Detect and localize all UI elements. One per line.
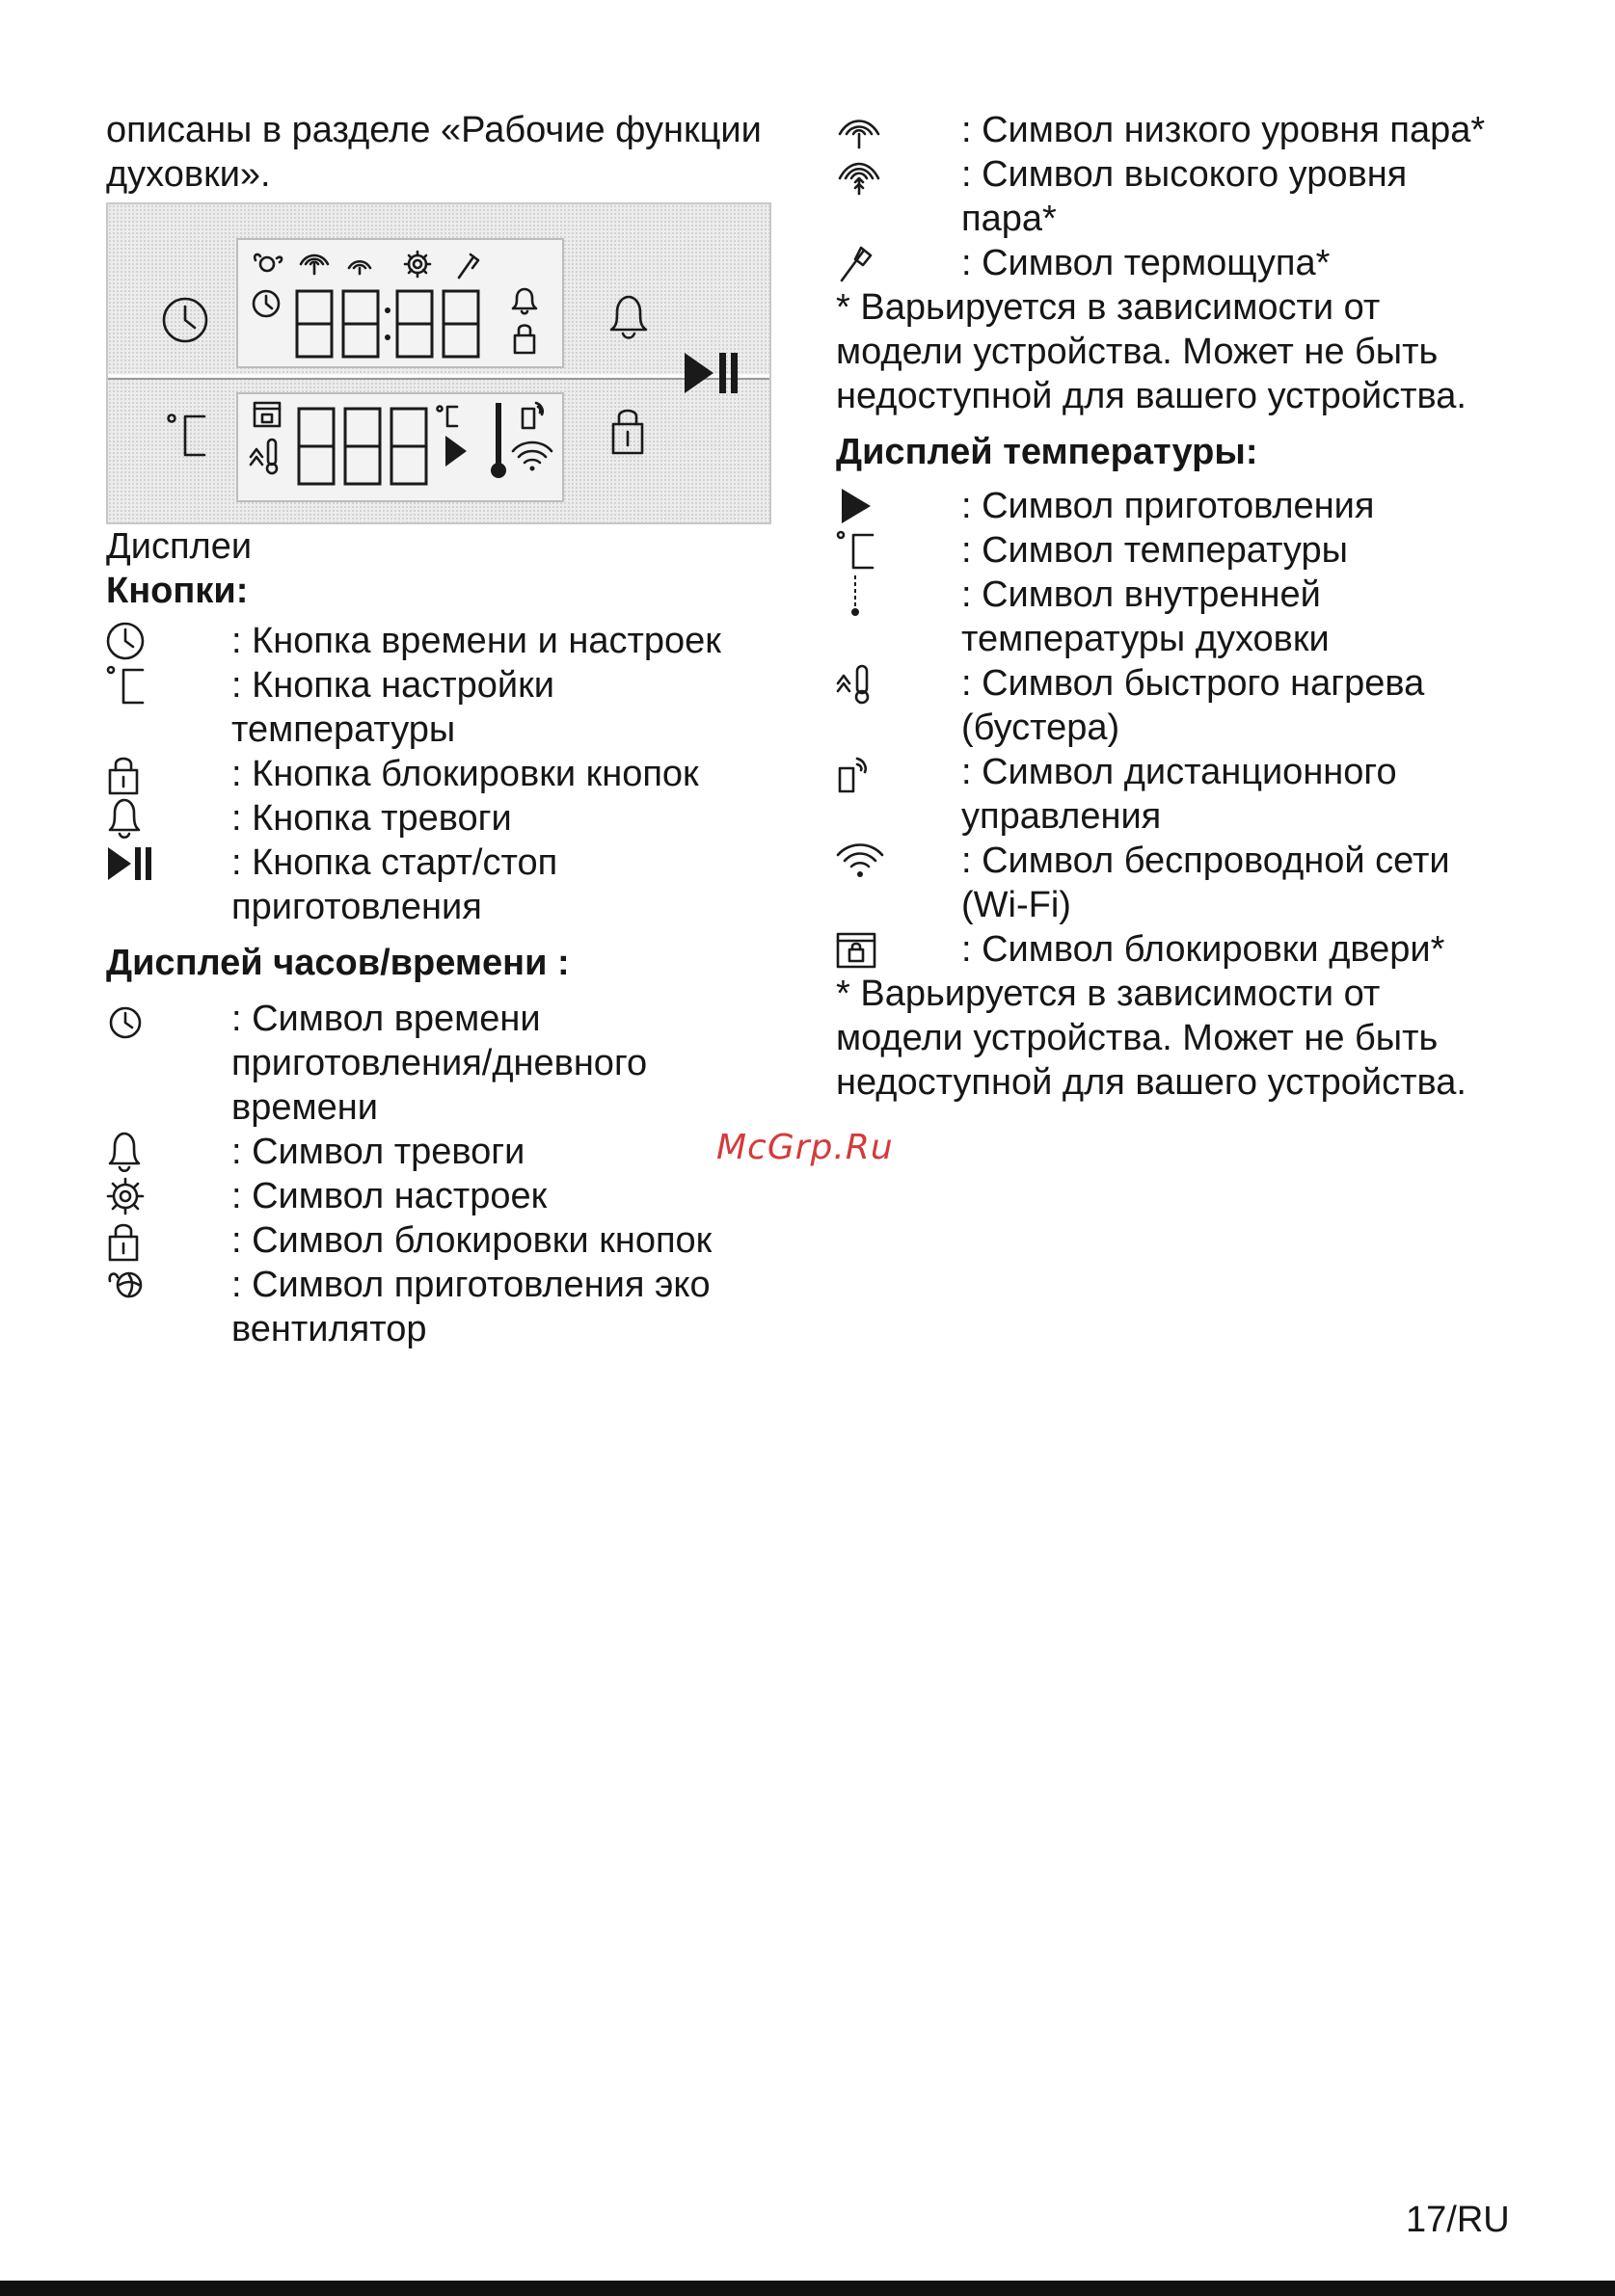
list-item (836, 484, 1511, 528)
temp-display-list (836, 484, 1511, 972)
list-item-text: : Кнопка старт/стоп приготовления (231, 842, 558, 927)
buttons-heading: Кнопки: (106, 571, 249, 611)
clock-icon (106, 619, 231, 663)
lock-icon (106, 1218, 231, 1263)
list-item (836, 152, 1511, 241)
temp-display-heading: Дисплей температуры: (836, 432, 1258, 472)
list-item (106, 1263, 771, 1351)
play-pause-icon (106, 841, 231, 885)
list-item-text: : Символ высокого уровня пара* (961, 154, 1408, 239)
clock-icon (106, 997, 231, 1041)
wifi-icon (836, 839, 961, 883)
list-item-text: : Символ термощупа* (961, 243, 1331, 283)
list-item-text: : Символ температуры (961, 530, 1348, 571)
list-item (106, 841, 771, 929)
gear-icon (106, 1174, 231, 1218)
list-item (836, 108, 1511, 152)
play-icon (836, 484, 961, 528)
list-item-text: : Символ времени приготовления/дневного времени (231, 999, 648, 1128)
list-item (106, 752, 771, 796)
list-item (836, 927, 1511, 972)
list-item-text: : Кнопка блокировки кнопок (231, 754, 699, 794)
bell-button-icon (611, 297, 646, 338)
list-item (836, 528, 1511, 573)
booster-icon (836, 661, 961, 706)
list-item-text: : Кнопка тревоги (231, 798, 512, 839)
clock-display-list (106, 997, 771, 1351)
list-item-text: : Символ дистанционного управления (961, 752, 1397, 837)
celsius-icon (836, 528, 961, 573)
list-item (836, 573, 1511, 661)
list-item-text: : Символ блокировки двери* (961, 929, 1445, 970)
list-item-text: : Символ тревоги (231, 1132, 525, 1172)
list-item-text: : Символ низкого уровня пара* (961, 110, 1486, 150)
list-item (836, 661, 1511, 750)
list-item (836, 839, 1511, 927)
footnote: * Варьируется в зависимости от модели устройства. Может не быть недоступной для вашего устройства. (836, 287, 1467, 416)
bell-icon (106, 796, 231, 841)
list-item (106, 1218, 771, 1263)
list-item (836, 241, 1511, 285)
list-item-text: : Символ быстрого нагрева (бустера) (961, 663, 1425, 748)
oven-display-figure (106, 202, 771, 524)
list-item-text: : Кнопка времени и настроек (231, 621, 721, 661)
high-steam-icon (836, 152, 961, 197)
right-column (836, 108, 1511, 1105)
list-item-text: : Символ внутренней температуры духовки (961, 574, 1330, 659)
list-item-text: : Символ приготовления эко вентилятор (231, 1265, 711, 1349)
list-item-text: : Символ настроек (231, 1176, 548, 1216)
bell-icon (106, 1130, 231, 1174)
list-item-text: : Символ приготовления (961, 486, 1375, 526)
celsius-icon (106, 663, 231, 707)
list-item-text: : Символ беспроводной сети (Wi-Fi) (961, 841, 1450, 925)
thermometer-icon (836, 573, 961, 617)
list-item (106, 619, 771, 663)
list-item (106, 1174, 771, 1218)
eco-fan-icon (106, 1263, 231, 1307)
watermark: McGrp.Ru (716, 1128, 894, 1167)
page-number: 17/RU (1406, 2200, 1510, 2240)
low-steam-icon (836, 108, 961, 152)
list-item (106, 796, 771, 841)
clock-display-heading: Дисплей часов/времени : (106, 943, 570, 983)
list-item (836, 750, 1511, 839)
footnote: * Варьируется в зависимости от модели устройства. Может не быть недоступной для вашего устройства. (836, 974, 1467, 1103)
meat-probe-icon (836, 241, 961, 285)
clock-button-icon (164, 299, 206, 341)
left-column (106, 108, 771, 1351)
figure-caption: Дисплеи (106, 526, 253, 567)
list-item-text: : Символ блокировки кнопок (231, 1220, 713, 1261)
oven-display-illustration (108, 204, 769, 522)
list-item-text: : Кнопка настройки температуры (231, 665, 554, 750)
list-item (106, 997, 771, 1130)
list-item (106, 663, 771, 752)
remote-icon (836, 750, 961, 794)
lock-icon (106, 752, 231, 796)
buttons-list (106, 619, 771, 929)
play-pause-button-icon (685, 353, 738, 393)
celsius-button-icon (169, 415, 205, 456)
footer-rule (0, 2281, 1615, 2296)
door-lock-icon (836, 927, 961, 972)
intro-text: описаны в разделе «Рабочие функции духовки». (106, 110, 762, 195)
steam-list (836, 108, 1511, 285)
lock-button-icon (613, 411, 642, 453)
list-item (106, 1130, 771, 1174)
